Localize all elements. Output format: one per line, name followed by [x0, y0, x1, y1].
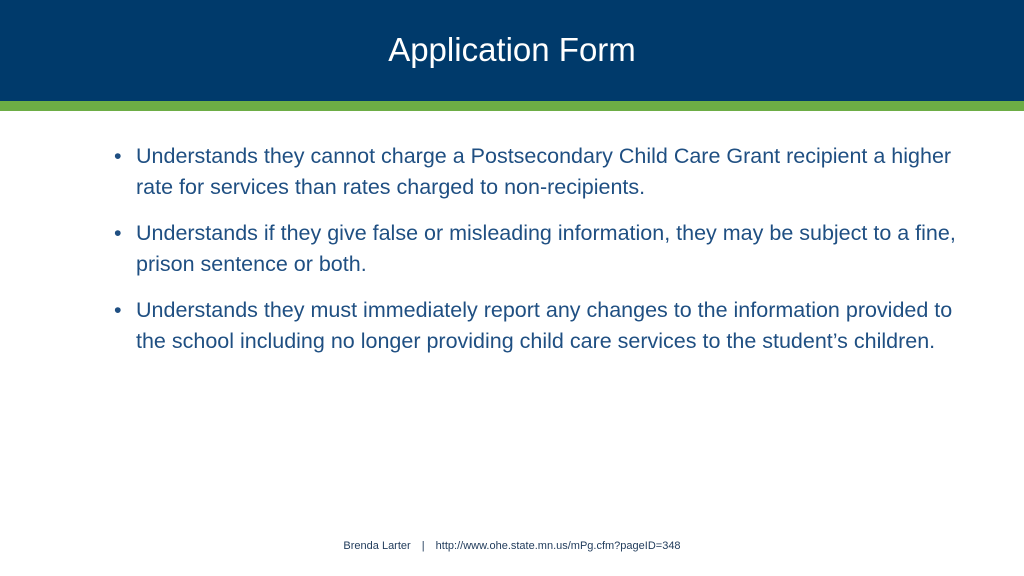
slide-title: Application Form [388, 31, 636, 68]
bullet-item [112, 295, 972, 357]
bullet-text: Understands they must immediately report any changes to the information provided to the school including no longer providing child care services to the student’s children. [136, 298, 953, 353]
bullet-icon: • [114, 144, 122, 168]
bullet-icon: • [114, 298, 122, 322]
bullet-text: Understands they cannot charge a Postsecondary Child Care Grant recipient a higher rate for services than rates charged to non-recipients. [136, 144, 952, 199]
bullet-item [112, 218, 972, 280]
bullet-icon: • [114, 221, 122, 245]
footer-separator: | [421, 540, 425, 552]
footer-url[interactable]: http://www.ohe.state.mn.us/mPg.cfm?pageID=348 [435, 540, 681, 552]
footer [0, 540, 1024, 552]
bullet-item [112, 141, 972, 203]
bullet-text: Understands if they give false or misleading information, they may be subject to a fine, prison sentence or both. [136, 221, 956, 276]
bullet-list [112, 141, 972, 372]
accent-strip [0, 101, 1024, 111]
footer-author: Brenda Larter [343, 540, 411, 552]
